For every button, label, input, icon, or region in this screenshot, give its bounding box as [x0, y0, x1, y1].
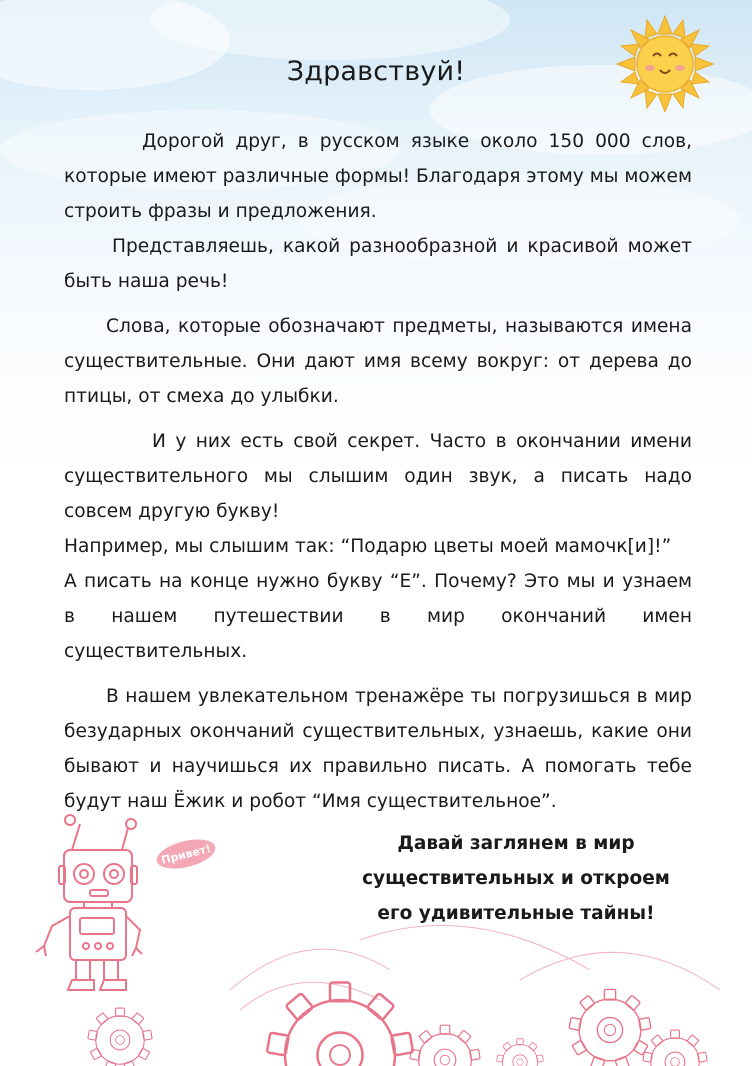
- paragraph: Представляешь, какой разнообразной и красивой может быть наша речь!: [64, 236, 692, 292]
- page-title: Здравствуй!: [286, 56, 466, 87]
- speech-text: Привет!: [159, 842, 213, 867]
- paragraph: В нашем увлекательном тренажёре ты погрузишься в мир безударных окончаний существительных, узнаешь, какие они бывают и научишься их правильно писать. А помогать тебе будут наш Ёжик и робот “Имя существительное”.: [64, 686, 692, 812]
- cta-line: Давай заглянем в мир: [397, 833, 635, 854]
- speech-bubble: [154, 834, 219, 874]
- gears-illustration: [0, 800, 752, 1066]
- cta-line: его удивительные тайны!: [377, 903, 655, 924]
- paragraph: Например, мы слышим так: “Подарю цветы моей мамочк[и]!”: [64, 536, 672, 557]
- intro-text: [64, 124, 692, 819]
- robot-illustration: [36, 815, 142, 990]
- paragraph: Слова, которые обозначают предметы, называются имена существительные. Они дают имя всему вокруг: от дерева до птицы, от смеха до улыбки.: [64, 316, 692, 407]
- paragraph: И у них есть свой секрет. Часто в окончании имени существительного мы слышим один звук, а писать надо совсем другую букву!: [64, 431, 692, 522]
- paragraph: Дорогой друг, в русском языке около 150 000 слов, которые имеют различные формы! Благодаря этому мы можем строить фразы и предложения.: [64, 131, 692, 222]
- paragraph: А писать на конце нужно букву “Е”. Почему? Это мы и узнаем в нашем путешествии в мир окончаний имен существительных.: [64, 571, 692, 662]
- cta-line: существительных и откроем: [362, 868, 670, 889]
